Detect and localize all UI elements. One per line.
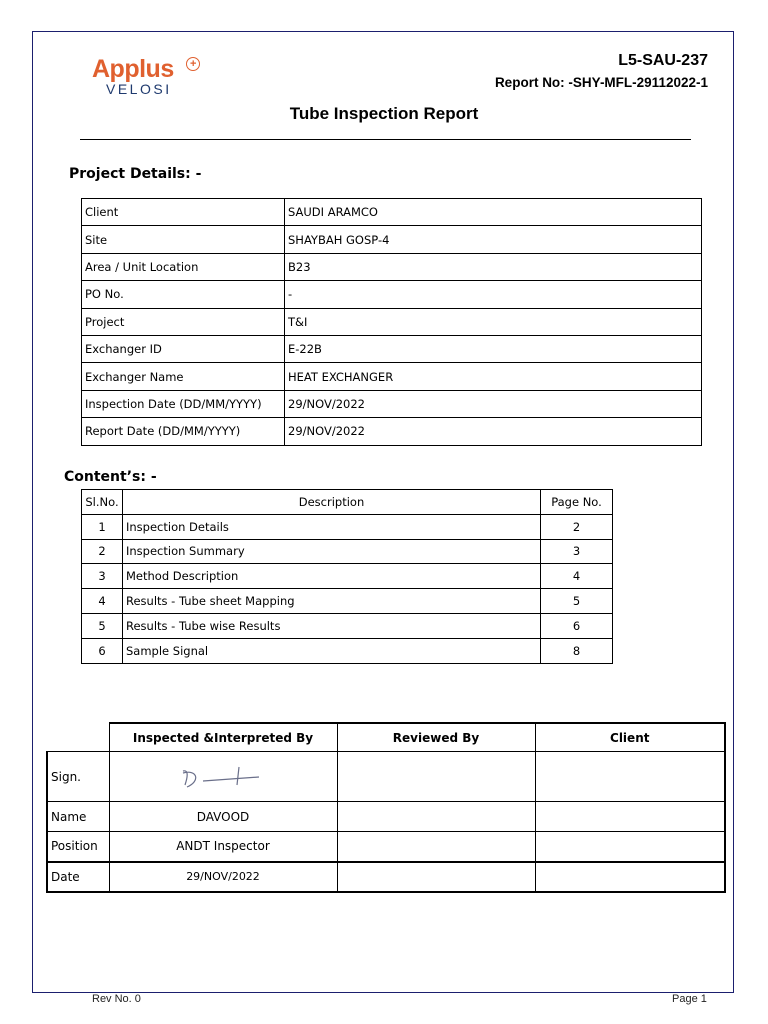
inspector-date: 29/NOV/2022 [109,862,337,892]
contents-row [82,539,613,564]
project-field-value: SHAYBAH GOSP-4 [285,226,702,253]
contents-heading: Content’s: - [64,469,157,485]
inspector-position: ANDT Inspector [109,832,337,862]
contents-page: 2 [541,514,613,539]
contents-row [82,638,613,663]
contents-table [81,489,613,664]
header-reviewed-by: Reviewed By [337,723,535,752]
project-field-value: HEAT EXCHANGER [285,363,702,390]
project-row [82,199,702,226]
label-position: Position [47,832,109,862]
reviewer-position [337,832,535,862]
project-field-label: Inspection Date (DD/MM/YYYY) [82,390,285,417]
contents-row [82,564,613,589]
project-row [82,335,702,362]
page-title: Tube Inspection Report [289,104,479,123]
contents-page: 5 [541,589,613,614]
client-date [535,862,725,892]
title-divider [80,139,691,140]
logo-subtitle: VELOSI [106,81,172,97]
project-field-value: - [285,281,702,308]
project-row [82,253,702,280]
contents-sl: 6 [82,638,123,663]
contents-sl: 4 [82,589,123,614]
header-client: Client [535,723,725,752]
project-field-label: Area / Unit Location [82,253,285,280]
contents-description: Results - Tube sheet Mapping [123,589,541,614]
project-row [82,308,702,335]
project-field-value: B23 [285,253,702,280]
project-details-table [81,198,702,446]
report-number: Report No: -SHY-MFL-29112022-1 [494,75,708,90]
col-header-page: Page No. [541,490,613,515]
project-field-label: Project [82,308,285,335]
document-code: L5-SAU-237 [618,52,708,69]
client-signature [535,752,725,802]
project-field-label: Exchanger Name [82,363,285,390]
contents-page: 6 [541,613,613,638]
contents-row [82,514,613,539]
contents-sl: 1 [82,514,123,539]
contents-row [82,613,613,638]
contents-page: 4 [541,564,613,589]
plus-circle-icon: + [186,57,200,71]
contents-description: Inspection Details [123,514,541,539]
client-name [535,802,725,832]
project-row [82,390,702,417]
project-field-value: SAUDI ARAMCO [285,199,702,226]
contents-description: Inspection Summary [123,539,541,564]
project-row [82,363,702,390]
company-logo: Applus + VELOSI [92,56,174,96]
project-field-value: E-22B [285,335,702,362]
contents-sl: 2 [82,539,123,564]
contents-description: Results - Tube wise Results [123,613,541,638]
project-field-value: 29/NOV/2022 [285,390,702,417]
label-name: Name [47,802,109,832]
label-sign: Sign. [47,752,109,802]
col-header-description: Description [123,490,541,515]
project-field-value: 29/NOV/2022 [285,418,702,445]
project-field-label: Site [82,226,285,253]
handwritten-signature [173,759,273,795]
inspector-signature [109,752,337,802]
page-number: Page 1 [672,993,707,1005]
client-position [535,832,725,862]
inspector-name: DAVOOD [109,802,337,832]
project-field-label: Report Date (DD/MM/YYYY) [82,418,285,445]
contents-page: 8 [541,638,613,663]
project-field-label: Client [82,199,285,226]
signoff-table [46,722,726,893]
contents-description: Sample Signal [123,638,541,663]
contents-page: 3 [541,539,613,564]
reviewer-date [337,862,535,892]
col-header-sl: Sl.No. [82,490,123,515]
reviewer-signature [337,752,535,802]
project-field-label: PO No. [82,281,285,308]
revision-number: Rev No. 0 [92,993,141,1005]
label-date: Date [47,862,109,892]
project-row [82,418,702,445]
contents-sl: 5 [82,613,123,638]
project-field-value: T&I [285,308,702,335]
reviewer-name [337,802,535,832]
project-row [82,281,702,308]
header-inspected-by: Inspected &Interpreted By [109,723,337,752]
contents-description: Method Description [123,564,541,589]
project-row [82,226,702,253]
contents-sl: 3 [82,564,123,589]
project-field-label: Exchanger ID [82,335,285,362]
project-details-heading: Project Details: - [69,166,202,182]
contents-row [82,589,613,614]
